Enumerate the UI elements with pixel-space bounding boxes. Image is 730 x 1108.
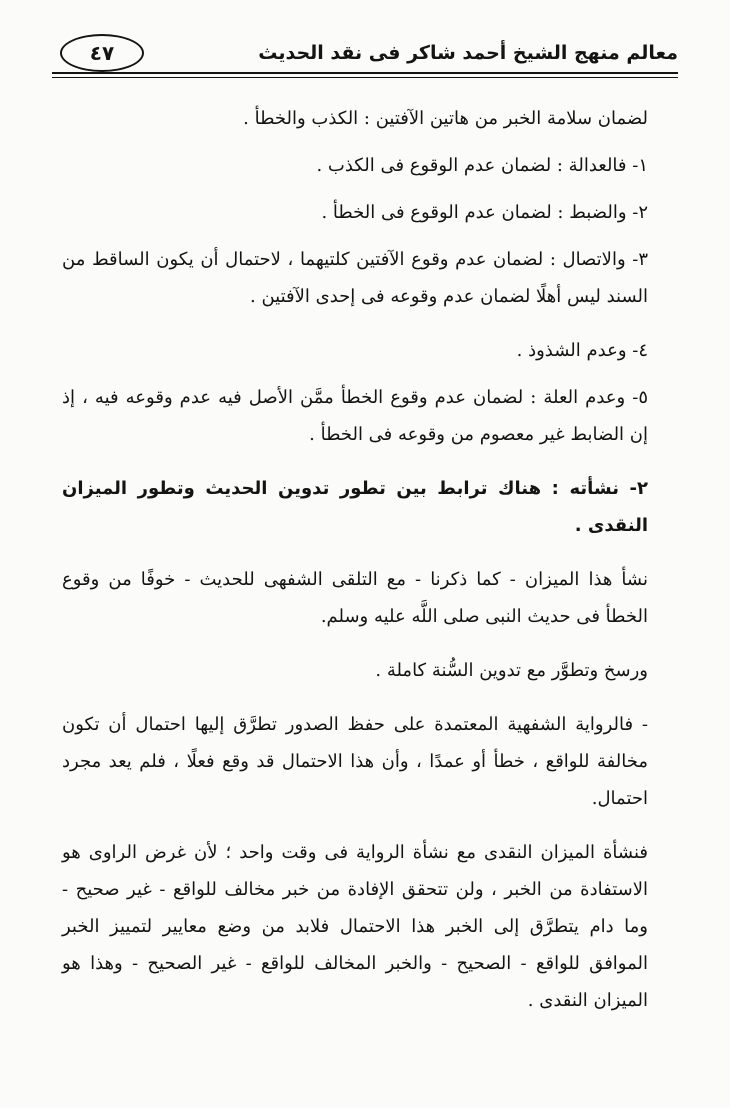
paragraph: ورسخ وتطوَّر مع تدوين السُّنة كاملة . [375,660,648,681]
header-rule [52,72,678,74]
paragraph: لضمان سلامة الخبر من هاتين الآفتين : الكذب والخطأ . [243,108,648,129]
paragraph: نشأ هذا الميزان - كما ذكرنا - مع التلقى الشفهى للحديث - خوفًا من وقوع الخطأ فى حديث النبى صلى اللَّه عليه وسلم. [62,569,648,627]
list-item: ١- فالعدالة : لضمان عدم الوقوع فى الكذب . [316,155,648,176]
list-item: ٤- وعدم الشذوذ . [516,340,648,361]
body-text [62,100,648,1036]
running-title: معالم منهج الشيخ أحمد شاكر فى نقد الحديث [258,42,678,64]
list-item: ٣- والاتصال : لضمان عدم وقوع الآفتين كلتيهما ، لاحتمال أن يكون الساقط من السند ليس أهلًا لضمان عدم وقوعه فى إحدى الآفتين . [62,249,648,307]
section-heading: ٢- نشأته : هناك ترابط بين تطور تدوين الحديث وتطور الميزان النقدى . [62,478,648,536]
list-item: ٥- وعدم العلة : لضمان عدم وقوع الخطأ ممَّن الأصل فيه عدم وقوعه فيه ، إذ إن الضابط غير معصوم من وقوعه فى الخطأ . [62,387,648,445]
paragraph: فنشأة الميزان النقدى مع نشأة الرواية فى وقت واحد ؛ لأن غرض الراوى هو الاستفادة من الخبر ، ولن تتحقق الإفادة من خبر مخالف للواقع - غير صحيح - وما دام يتطرَّق إلى الخبر هذا الاحتمال فلابد من وضع معايير لتمييز الخبر الموافق للواقع - الصحيح - والخبر المخالف للواقع - غير الصحيح - وهذا هو الميزان النقدى . [62,842,648,1011]
list-item: ٢- والضبط : لضمان عدم الوقوع فى الخطأ . [321,202,648,223]
header-rule-thin [52,77,678,78]
paragraph: - فالرواية الشفهية المعتمدة على حفظ الصدور تطرَّق إليها احتمال أن تكون مخالفة للواقع ، خطأ أو عمدًا ، وأن هذا الاحتمال قد وقع فعلًا ، فلم يعد مجرد احتمال. [62,714,648,809]
page-number: ٤٧ [60,34,144,72]
page-header [52,28,678,80]
